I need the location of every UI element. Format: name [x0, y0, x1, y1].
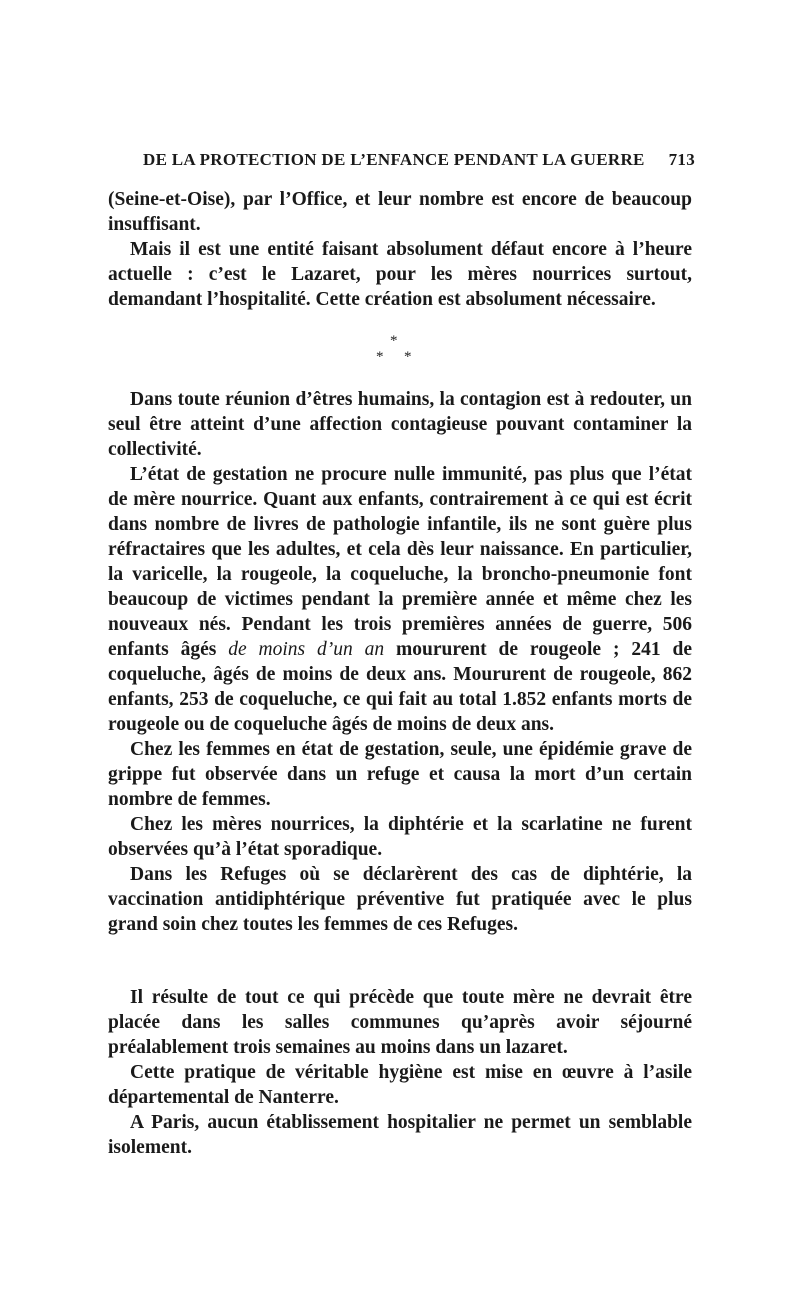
italic-phrase: de moins d’un an — [228, 639, 385, 660]
paragraph: (Seine-et-Oise), par l’Office, et leur nombre est encore de beaucoup insuffisant. — [108, 189, 692, 235]
section-contagion — [108, 387, 692, 937]
paragraph: A Paris, aucun établissement hospitalier ne permet un semblable isolement. — [108, 1112, 692, 1158]
section-separator — [368, 333, 424, 373]
paragraph: Dans toute réunion d’êtres humains, la contagion est à redouter, un seul être atteint d’une affection contagieuse pouvant contaminer la collectivité. — [108, 389, 692, 460]
paragraph — [108, 462, 692, 737]
asterisk-icon: * — [390, 333, 398, 349]
asterisk-icon: * — [404, 349, 412, 365]
paragraph: Chez les mères nourrices, la diphtérie et la scarlatine ne furent observées qu’à l’état sporadique. — [108, 814, 692, 860]
paragraph-text: moururent de rougeole ; 241 de coqueluche, âgés de moins de deux ans. Moururent de rougeole, 862 enfants, 253 de coqueluche, ce qui fait au total 1.852 enfants morts de rougeole ou de coqueluche âgés de moins de deux ans. — [108, 639, 692, 735]
page-number: 713 — [668, 150, 695, 169]
section-conclusion — [108, 985, 692, 1160]
paragraph: Mais il est une entité faisant absolument défaut encore à l’heure actuelle : c’est le Lazaret, pour les mères nourrices surtout, demandant l’hospitalité. Cette création est absolument nécessaire. — [108, 239, 692, 310]
paragraph: Cette pratique de véritable hygiène est mise en œuvre à l’asile départemental de Nanterre. — [108, 1062, 692, 1108]
section-lazaret — [108, 187, 692, 312]
asterisk-icon: * — [376, 349, 384, 365]
paragraph: Dans les Refuges où se déclarèrent des cas de diphtérie, la vaccination antidiphtérique préventive fut pratiquée avec le plus grand soin chez toutes les femmes de ces Refuges. — [108, 864, 692, 935]
paragraph: Il résulte de tout ce qui précède que toute mère ne devrait être placée dans les salles communes qu’après avoir séjourné préalablement trois semaines au moins dans un lazaret. — [108, 987, 692, 1058]
running-title: DE LA PROTECTION DE L’ENFANCE PENDANT LA GUERRE — [143, 150, 645, 169]
paragraph-text: L’état de gestation ne procure nulle immunité, pas plus que l’état de mère nourrice. Quant aux enfants, contrairement à ce qui est écrit dans nombre de livres de pathologie infantile, ils ne sont guère plus réfractaires que les adultes, et cela dès leur naissance. En particulier, la varicelle, la rougeole, la coqueluche, la broncho-pneumonie font beaucoup de victimes pendant la première année et même chez les nouveaux nés. Pendant les trois premières années de guerre, 506 enfants âgés — [108, 464, 692, 660]
paragraph: Chez les femmes en état de gestation, seule, une épidémie grave de grippe fut observée dans un refuge et causa la mort d’un certain nombre de femmes. — [108, 739, 692, 810]
